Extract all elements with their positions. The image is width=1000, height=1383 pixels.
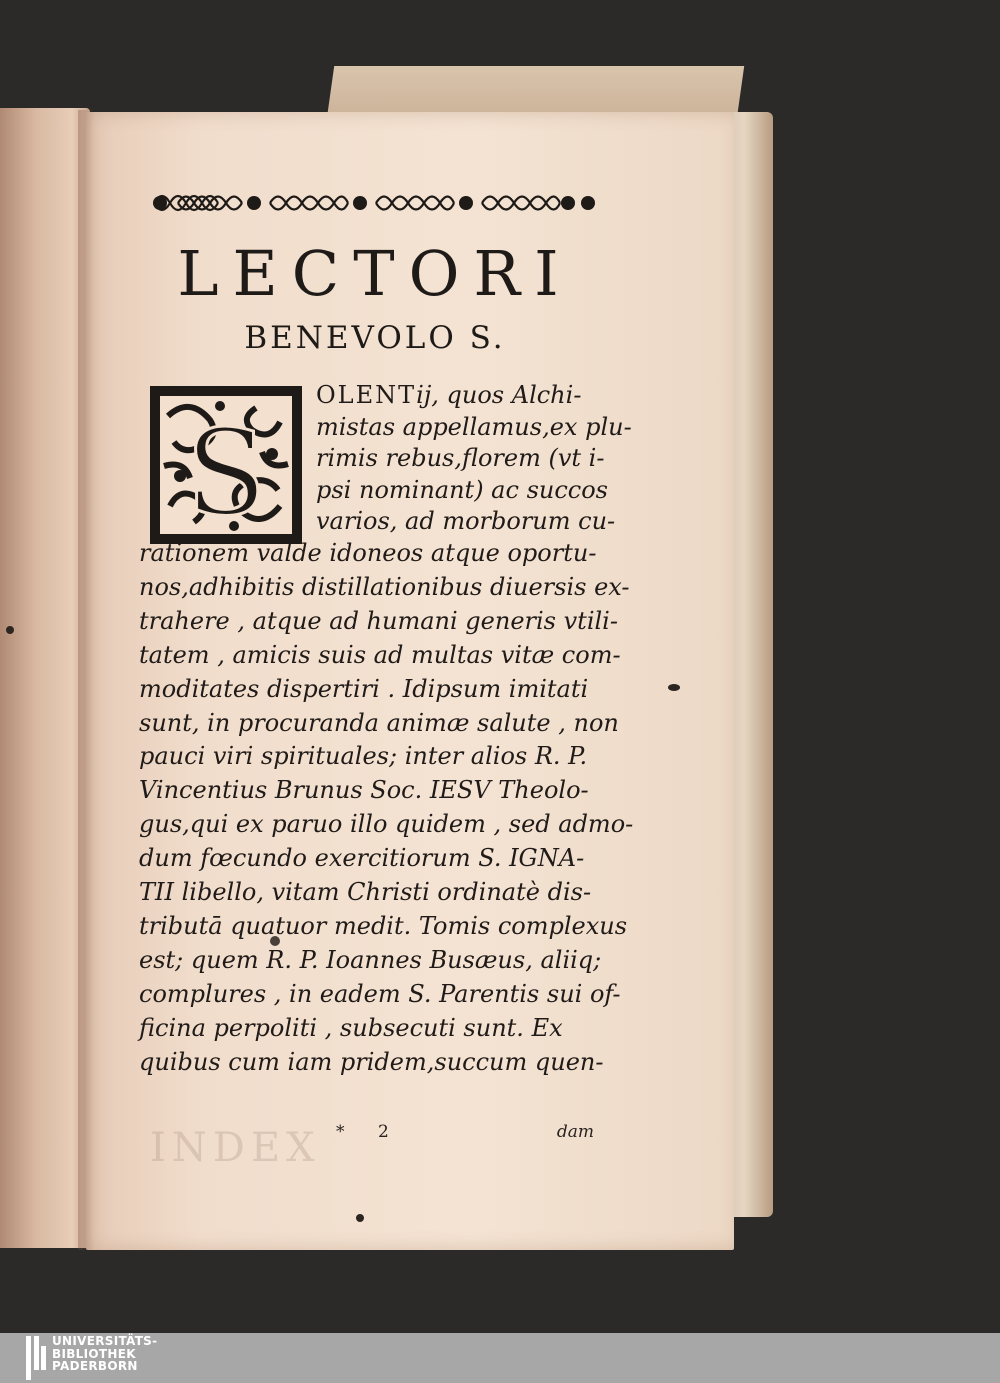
page-heading: LECTORI: [177, 237, 573, 310]
text-line: quibus cum iam pridem,succum quen-: [139, 1047, 604, 1076]
page-number: 2: [378, 1122, 389, 1142]
text-line: dum fœcundo exercitiorum S. IGNA-: [139, 844, 585, 873]
text-line: tatem , amicis suis ad multas vitæ com-: [139, 640, 621, 669]
text-line: rationem valde idoneos atque oportu-: [139, 539, 597, 567]
page-subheading: BENEVOLO S.: [244, 320, 506, 356]
ink-spot: [668, 684, 680, 691]
library-line-2: BIBLIOTHEK: [52, 1346, 136, 1361]
text-line: sunt, in procuranda animæ salute , non: [139, 708, 619, 737]
text-line: moditates dispertiri . Idipsum imitati: [139, 674, 589, 703]
left-page: [0, 108, 90, 1248]
page-footer: [336, 1122, 594, 1152]
gutter-shadow: [78, 110, 94, 1250]
signature-mark: *: [336, 1122, 345, 1142]
indented-text-block: [316, 380, 632, 538]
library-logo-icon: [26, 1336, 46, 1380]
library-line-1: UNIVERSITÄTS-: [52, 1334, 158, 1348]
library-line-3: PADERBORN: [52, 1359, 138, 1374]
text-line: Vincentius Brunus Soc. IESV Theolo-: [139, 776, 589, 805]
ornament-band: [150, 186, 598, 220]
catchword: dam: [556, 1122, 594, 1142]
text-line: mistas appellamus,ex plu-: [316, 412, 632, 441]
text-line: varios, ad morborum cu-: [316, 507, 616, 535]
lead-word: OLENT: [316, 381, 417, 409]
text-line: pauci viri spirituales; inter alios R. P.: [139, 742, 588, 771]
text-line: nos,adhibitis distillationibus diuersis ex-: [139, 572, 630, 601]
text-line: complures , in eadem S. Parentis sui of-: [139, 979, 621, 1008]
text-line: TII libello, vitam Christi ordinatè dis-: [139, 878, 592, 907]
decorated-initial-s: [150, 386, 302, 544]
text-line: rimis rebus,florem (vt i-: [316, 444, 605, 472]
text-line: ficina perpoliti , subsecuti sunt. Ex: [139, 1013, 563, 1042]
ink-spot: [6, 626, 14, 634]
body-text-block: [139, 537, 634, 1080]
text-line: trahere , atque ad humani generis vtili-: [139, 606, 618, 635]
text-line-rest: ij, quos Alchi-: [416, 381, 582, 409]
show-through-text: INDEX: [150, 1125, 321, 1171]
text-line: [316, 380, 600, 412]
initial-letter: S: [185, 404, 267, 542]
text-line: gus,qui ex paruo illo quidem , sed admo-: [139, 810, 634, 839]
text-line: tributā quatuor medit. Tomis complexus: [139, 911, 628, 940]
library-logo-text: [52, 1335, 157, 1373]
ink-spot: [356, 1214, 364, 1222]
text-line: est; quem R. P. Ioannes Busæus, aliiq;: [139, 945, 602, 974]
text-line: psi nominant) ac succos: [316, 475, 608, 504]
